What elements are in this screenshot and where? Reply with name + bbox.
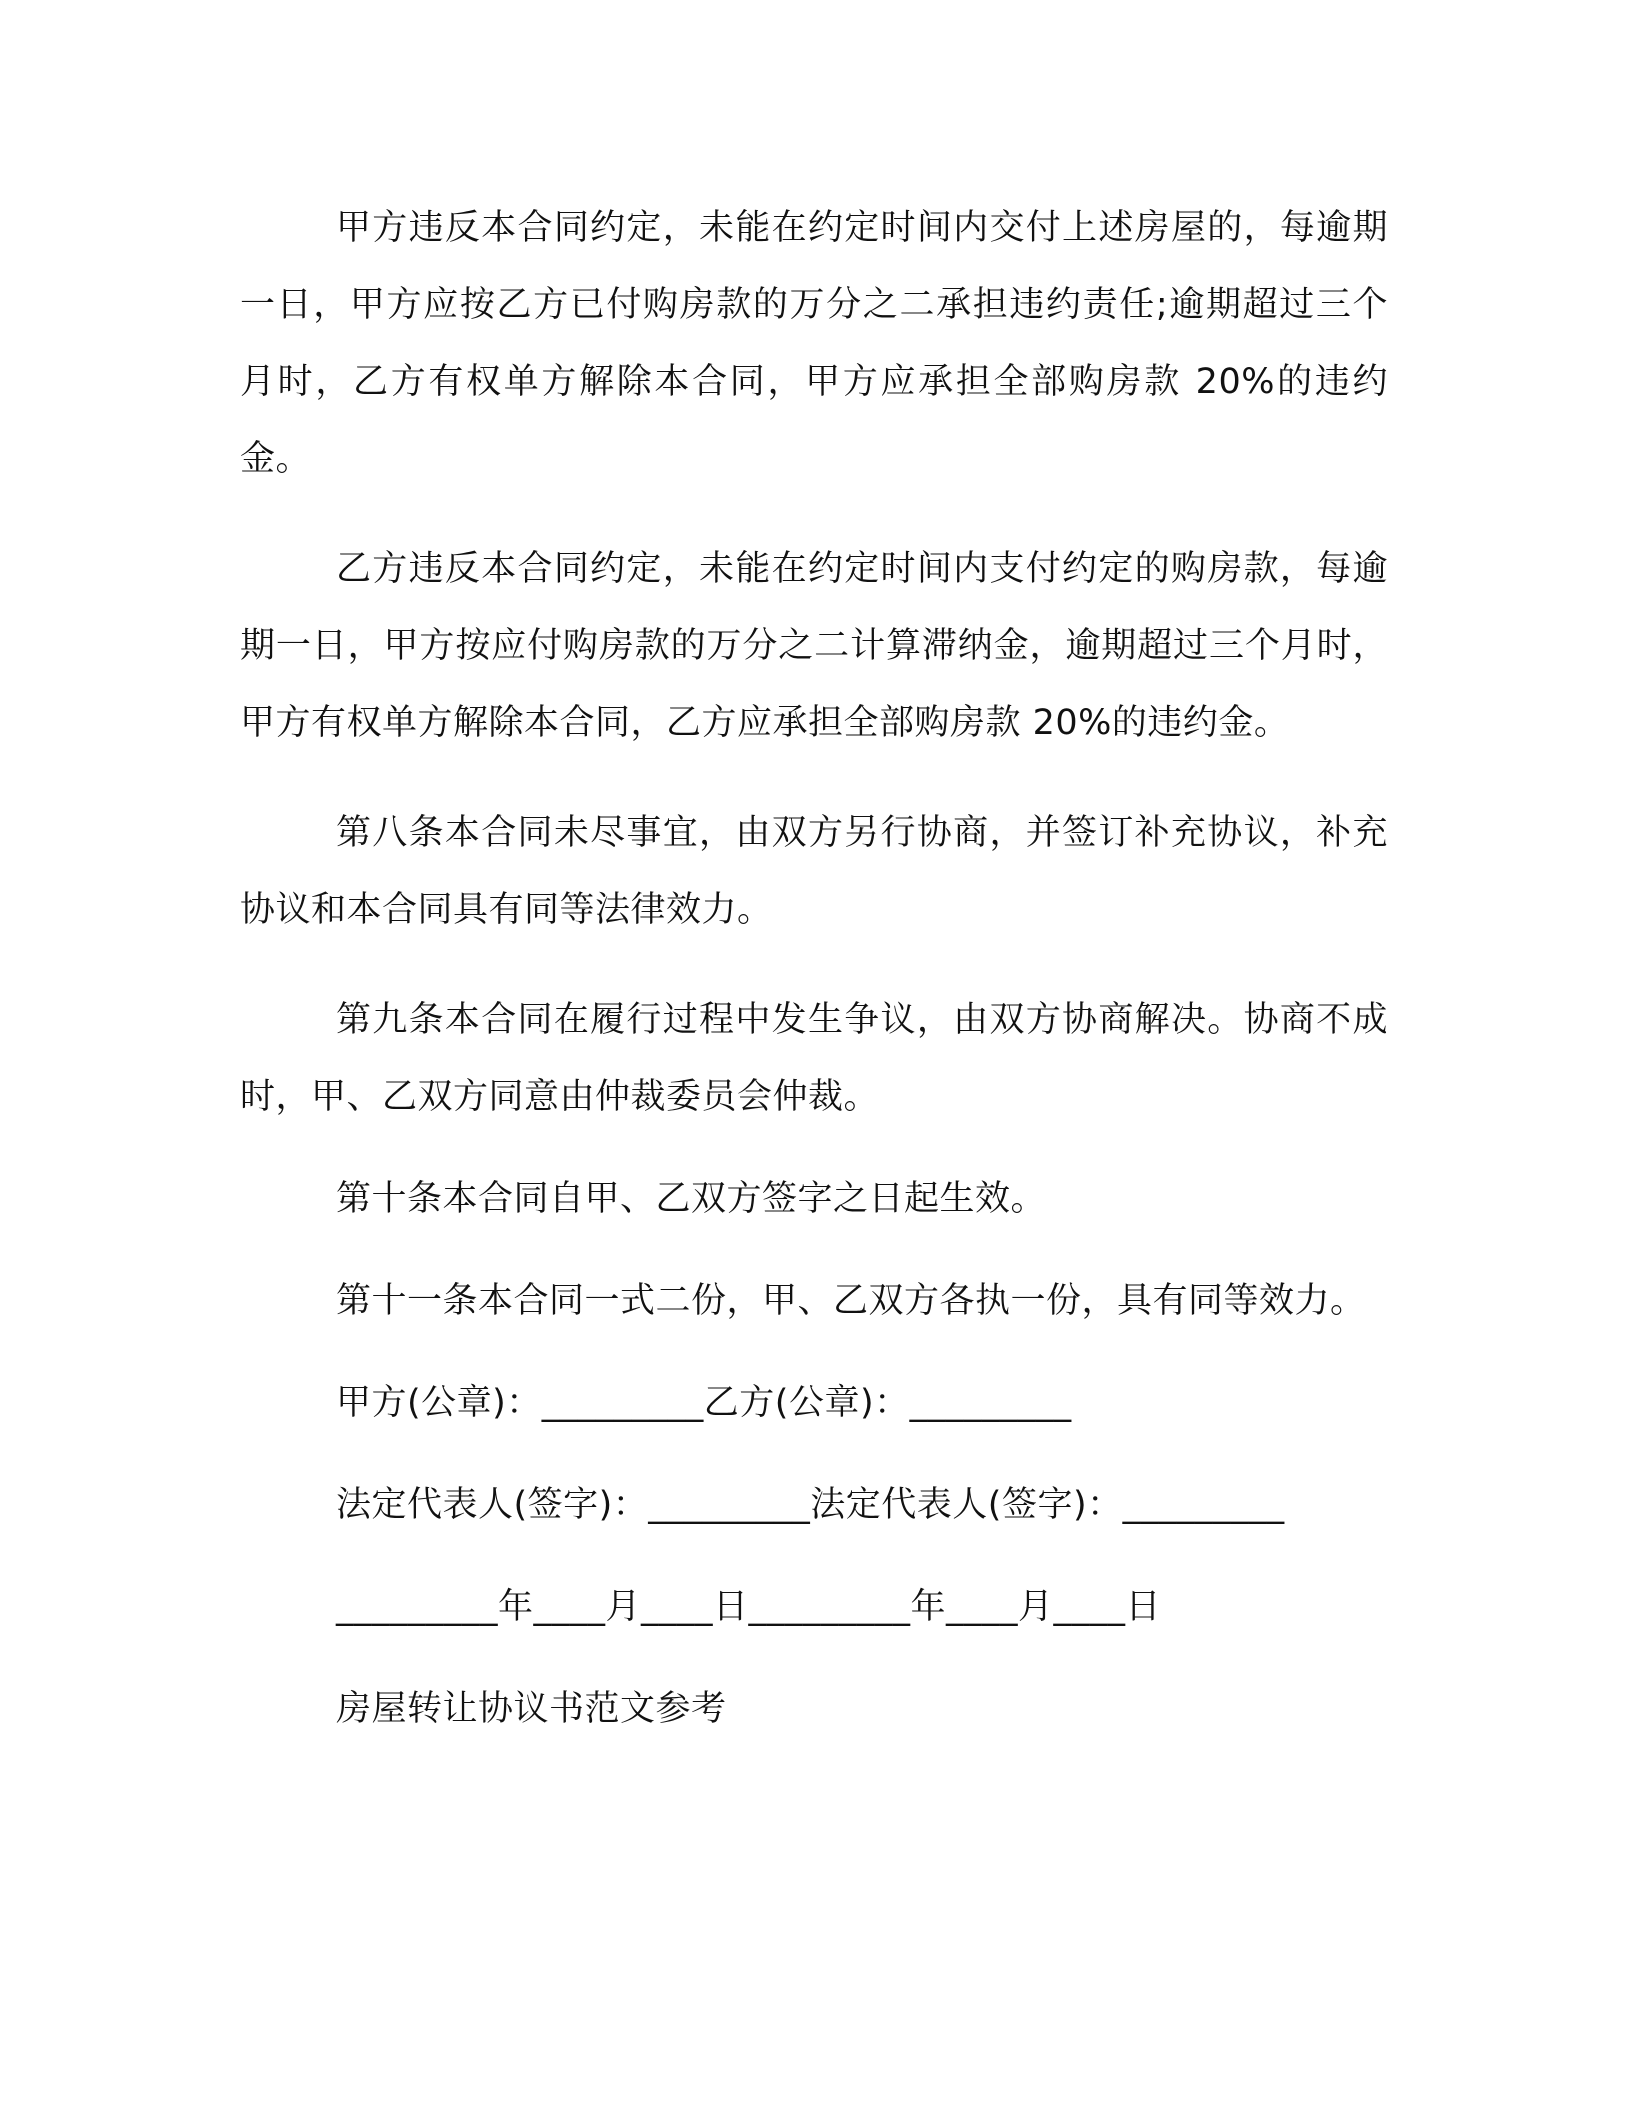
signature-seal-line: 甲方(公章)：_________乙方(公章)：_________ <box>336 1383 1072 1423</box>
section-heading: 房屋转让协议书范文参考 <box>336 1689 727 1729</box>
paragraph-party-a-breach: 甲方违反本合同约定，未能在约定时间内交付上述房屋的，每逾期一日，甲方应按乙方已付购房款的万分之二承担违约责任;逾期超过三个月时，乙方有权单方解除本合同，甲方应承担全部购房款 20%的违约金。 <box>240 208 1388 479</box>
signature-date-line: _________年____月____日_________年____月____日 <box>336 1587 1162 1627</box>
paragraph-article-8: 第八条本合同未尽事宜，由双方另行协商，并签订补充协议，补充协议和本合同具有同等法律效力。 <box>240 813 1388 930</box>
paragraph-article-10: 第十条本合同自甲、乙双方签字之日起生效。 <box>336 1179 1047 1219</box>
paragraph-party-b-breach: 乙方违反本合同约定，未能在约定时间内支付约定的购房款，每逾期一日，甲方按应付购房款的万分之二计算滞纳金，逾期超过三个月时，甲方有权单方解除本合同，乙方应承担全部购房款 20%的违约金。 <box>240 549 1388 743</box>
document-body <box>240 190 1388 1748</box>
paragraph-article-11: 第十一条本合同一式二份，甲、乙双方各执一份，具有同等效力。 <box>336 1281 1366 1321</box>
signature-representative-line: 法定代表人(签字)：_________法定代表人(签字)：_________ <box>336 1485 1285 1525</box>
paragraph-article-9: 第九条本合同在履行过程中发生争议，由双方协商解决。协商不成时，甲、乙双方同意由仲裁委员会仲裁。 <box>240 1000 1388 1117</box>
